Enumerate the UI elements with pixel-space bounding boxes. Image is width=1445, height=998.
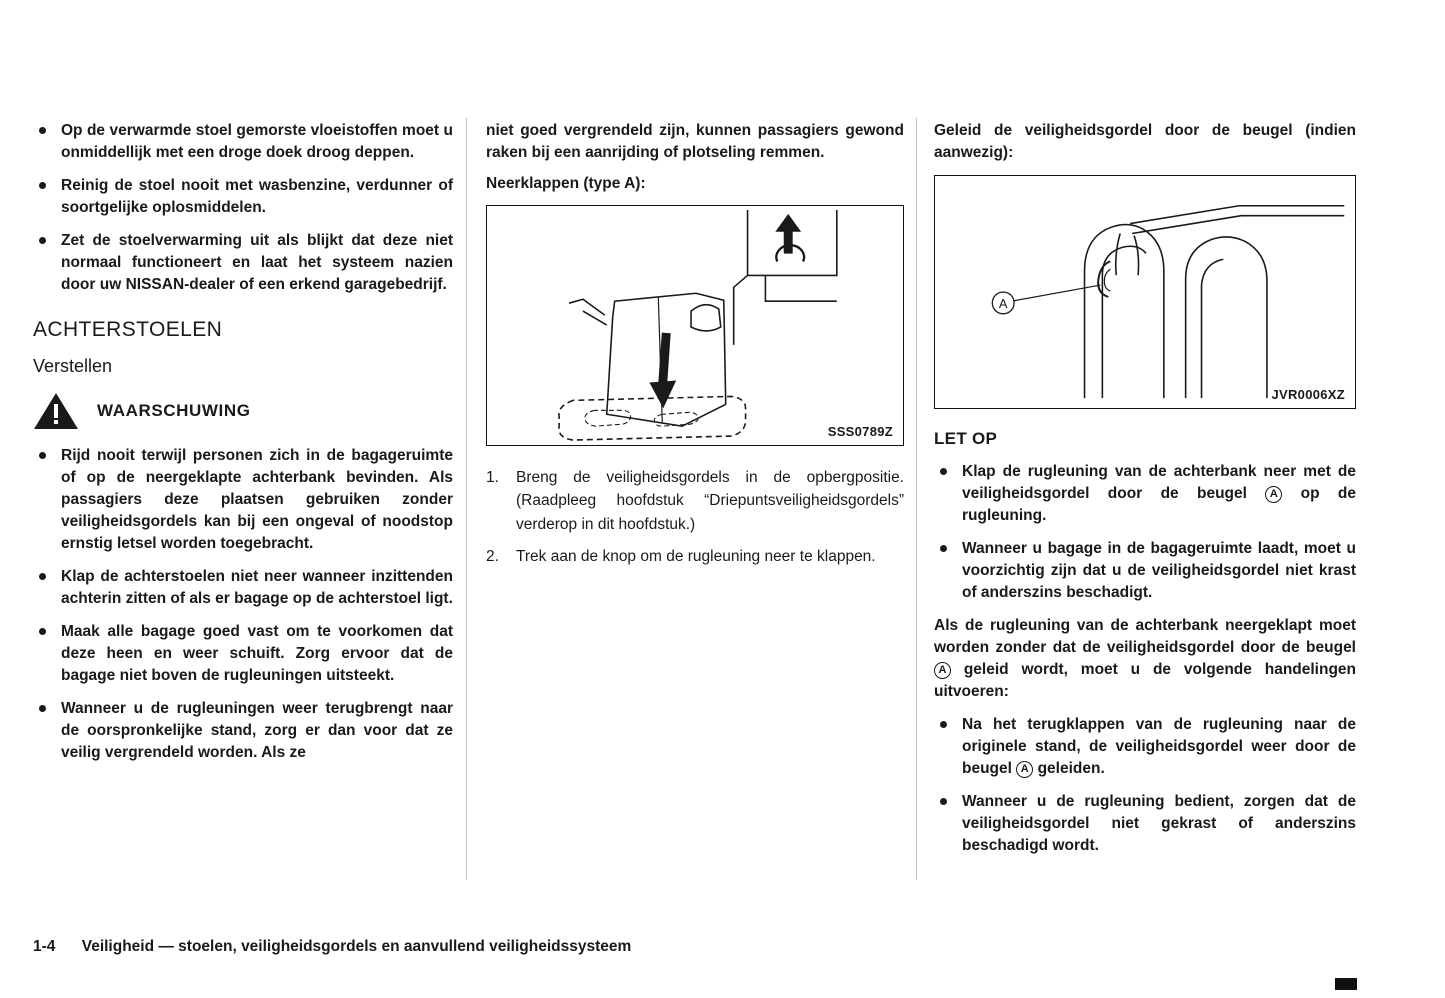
list-item: Reinig de stoel nooit met wasbenzine, verdunner of soortgelijke oplosmiddelen. <box>33 175 453 219</box>
list-item: Zet de stoelverwarming uit als blijkt dat deze niet normaal functioneert en laat het systeem nazien door uw NISSAN-dealer of een erkend garagebedrijf. <box>33 230 453 296</box>
column-divider-1 <box>466 118 467 880</box>
folding-steps-list <box>486 466 904 568</box>
list-item: Wanneer u de rugleuning bedient, zorgen dat de veiligheidsgordel niet gekrast of anderszins beschadigd wordt. <box>934 791 1356 857</box>
warning-bullet-list <box>33 445 453 764</box>
procedure-bullet-list <box>934 714 1356 857</box>
note-text-before: Na het terugklappen van de rugleuning naar de originele stand, de veiligheidsgordel weer door de beugel <box>962 716 1356 777</box>
warning-header <box>33 391 453 431</box>
figure-code: JVR0006XZ <box>1268 386 1348 403</box>
inline-callout-a: A <box>1016 761 1033 778</box>
figure-code: SSS0789Z <box>825 423 896 440</box>
footer-title: Veiligheid — stoelen, veiligheidsgordels en aanvullend veiligheidssysteem <box>81 938 632 955</box>
right-column <box>934 120 1356 868</box>
list-item: Maak alle bagage goed vast om te voorkomen dat deze heen en weer schuift. Zorg ervoor dat de bagage niet boven de rugleuningen uitsteekt. <box>33 621 453 687</box>
rear-seat-folding-illustration <box>487 206 903 445</box>
corner-registration-mark <box>1335 978 1357 990</box>
list-item: Wanneer u bagage in de bagageruimte laadt, moet u voorzichtig zijn dat u de veiligheidsgordel niet krast of anderszins beschadigt. <box>934 538 1356 604</box>
list-item <box>934 461 1356 527</box>
figure-seatbelt-hook <box>934 175 1356 409</box>
paragraph-text-after: geleid wordt, moet u de volgende handelingen uitvoeren: <box>934 661 1357 700</box>
fold-without-hook-paragraph <box>934 615 1356 703</box>
list-item <box>486 545 904 568</box>
note-bullet-list <box>934 461 1356 604</box>
subsection-heading-verstellen: Verstellen <box>33 356 113 376</box>
note-text-after: geleiden. <box>1037 760 1105 777</box>
list-item: Op de verwarmde stoel gemorste vloeistoffen moet u onmiddellijk met een droge doek droog deppen. <box>33 120 453 164</box>
list-item: Klap de achterstoelen niet neer wanneer inzittenden achterin zitten of als er bagage op de achterstoel ligt. <box>33 566 453 610</box>
step-number: 1. <box>486 469 499 486</box>
warning-label: WAARSCHUWING <box>97 401 251 420</box>
section-heading-achterstoelen: ACHTERSTOELEN <box>33 318 223 341</box>
note-label-letop: LET OP <box>934 429 998 448</box>
list-item <box>934 714 1356 780</box>
page-number: 1-4 <box>33 938 56 955</box>
left-column <box>33 120 453 775</box>
inline-callout-a: A <box>934 662 951 679</box>
list-item: Rijd nooit terwijl personen zich in de bagageruimte of op de neergeklapte achterbank bevinden. Als passagiers deze plaatsen gebruiken zonder veiligheidsgordels kan bij een ongeval of noodstop ernstig letsel worden toegebracht. <box>33 445 453 555</box>
page-footer <box>33 938 631 956</box>
folding-type-a-heading: Neerklappen (type A): <box>486 175 646 192</box>
step-text: Trek aan de knop om de rugleuning neer te klappen. <box>516 547 876 565</box>
seatbelt-through-hook-illustration <box>935 176 1355 408</box>
belt-through-hook-intro: Geleid de veiligheidsgordel door de beugel (indien aanwezig): <box>934 122 1356 161</box>
callout-label-a: A <box>998 295 1008 311</box>
note-text-after: op de rugleuning. <box>962 485 1356 524</box>
list-item <box>486 466 904 536</box>
heated-seat-care-list <box>33 120 453 296</box>
step-text: Breng de veiligheidsgordels in de opbergpositie. (Raadpleeg hoofdstuk “Driepuntsveiligheidsgordels” verderop in dit hoofdstuk.) <box>516 469 904 533</box>
middle-column <box>486 120 904 577</box>
figure-rear-seat-folding <box>486 205 904 446</box>
step-number: 2. <box>486 547 499 565</box>
list-item: Wanneer u de rugleuningen weer terugbrengt naar de oorspronkelijke stand, zorg er dan voor dat ze veilig vergrendeld worden. Als ze <box>33 698 453 764</box>
paragraph-text-before: Als de rugleuning van de achterbank neergeklapt moet worden zonder dat de veiligheidsgordel door de beugel <box>934 617 1356 656</box>
warning-continuation-text: niet goed vergrendeld zijn, kunnen passagiers gewond raken bij een aanrijding of plotseling remmen. <box>486 122 904 161</box>
warning-triangle-icon <box>33 391 79 431</box>
note-text-before: Klap de rugleuning van de achterbank neer met de veiligheidsgordel door de beugel <box>962 463 1356 502</box>
inline-callout-a: A <box>1265 486 1282 503</box>
column-divider-2 <box>916 118 917 880</box>
